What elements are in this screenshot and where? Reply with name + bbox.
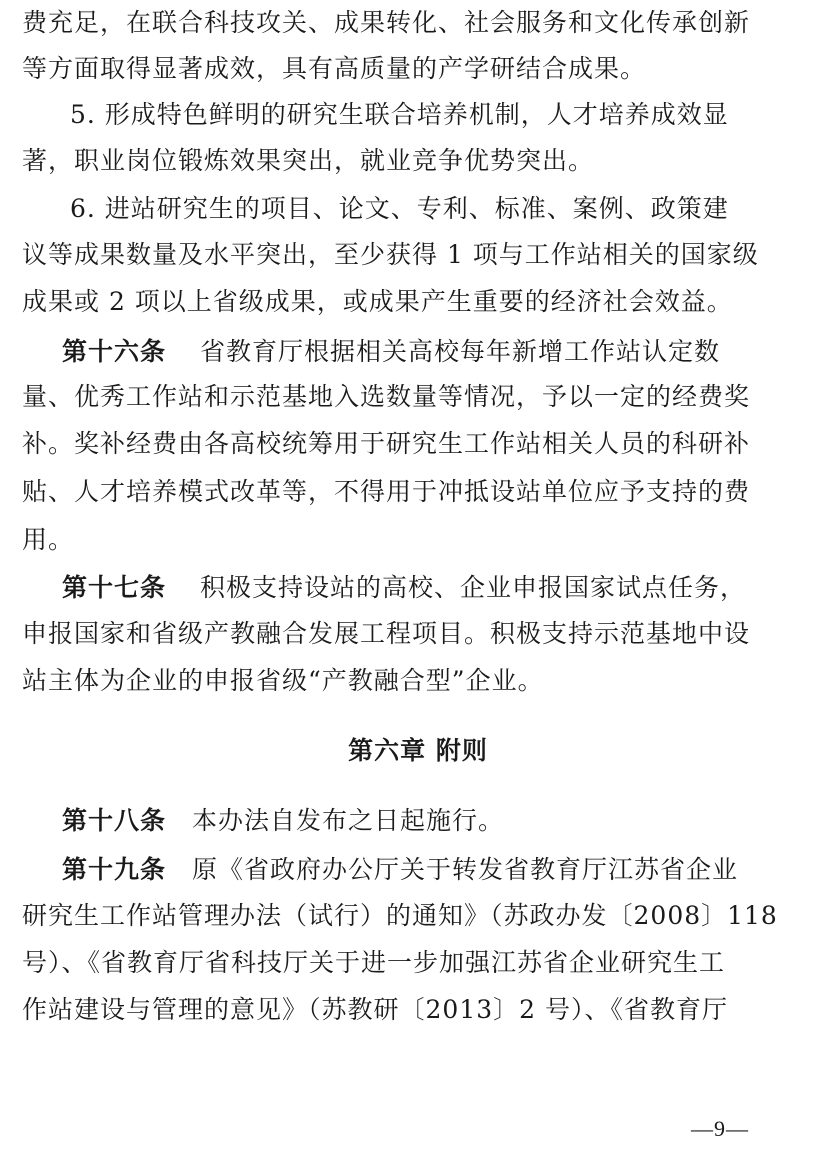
article-text: 申报国家和省级产教融合发展工程项目。积极支持示范基地中设 bbox=[22, 619, 751, 648]
text-line bbox=[0, 658, 836, 704]
paragraph-text: 费充足，在联合科技攻关、成果转化、社会服务和文化传承创新 bbox=[22, 8, 751, 37]
text-line bbox=[0, 847, 836, 893]
list-item-text: 议等成果数量及水平突出，至少获得 1 项与工作站相关的国家级 bbox=[22, 240, 759, 269]
text-line bbox=[0, 940, 836, 986]
article-text: 用。 bbox=[22, 525, 75, 554]
article-text: 量、优秀工作站和示范基地入选数量等情况，予以一定的经费奖 bbox=[22, 382, 751, 411]
text-line bbox=[0, 798, 836, 844]
text-line bbox=[0, 565, 836, 611]
article-label: 第十八条 bbox=[62, 806, 167, 835]
text-line bbox=[0, 469, 836, 515]
article-text: 本办法自发布之日起施行。 bbox=[192, 806, 505, 835]
text-line bbox=[0, 0, 836, 46]
text-line bbox=[0, 279, 836, 325]
text-line bbox=[0, 611, 836, 657]
article-label: 第十九条 bbox=[62, 855, 167, 884]
text-line bbox=[0, 517, 836, 563]
text-line bbox=[0, 92, 836, 138]
paragraph-text: 等方面取得显著成效，具有高质量的产学研结合成果。 bbox=[22, 54, 647, 83]
article-text: 原《省政府办公厅关于转发省教育厅江苏省企业 bbox=[192, 855, 739, 884]
text-line bbox=[0, 232, 836, 278]
article-text: 贴、人才培养模式改革等，不得用于冲抵设站单位应予支持的费 bbox=[22, 477, 751, 506]
article-text: 号）、《省教育厅省科技厅关于进一步加强江苏省企业研究生工 bbox=[22, 948, 726, 977]
text-line bbox=[0, 138, 836, 184]
page-number: —9— bbox=[691, 1116, 749, 1141]
text-line bbox=[0, 46, 836, 92]
list-item-text: 5. 形成特色鲜明的研究生联合培养机制，人才培养成效显 bbox=[70, 100, 729, 129]
text-line bbox=[0, 987, 836, 1033]
article-label: 第十六条 bbox=[62, 337, 167, 366]
text-line bbox=[0, 374, 836, 420]
article-text: 研究生工作站管理办法（试行）的通知》（苏政办发〔2008〕118 bbox=[22, 901, 778, 930]
text-line bbox=[0, 893, 836, 939]
article-text: 作站建设与管理的意见》（苏教研〔2013〕2 号）、《省教育厅 bbox=[22, 995, 728, 1024]
list-item-text: 成果或 2 项以上省级成果，或成果产生重要的经济社会效益。 bbox=[22, 287, 733, 316]
list-item-text: 6. 进站研究生的项目、论文、专利、标准、案例、政策建 bbox=[70, 194, 729, 223]
text-line bbox=[0, 421, 836, 467]
text-line bbox=[0, 186, 836, 232]
article-text: 站主体为企业的申报省级“产教融合型”企业。 bbox=[22, 666, 544, 695]
chapter-heading: 第六章 附则 bbox=[348, 736, 488, 765]
article-text: 省教育厅根据相关高校每年新增工作站认定数 bbox=[200, 337, 721, 366]
text-line bbox=[0, 329, 836, 375]
article-label: 第十七条 bbox=[62, 573, 167, 602]
list-item-text: 著，职业岗位锻炼效果突出，就业竞争优势突出。 bbox=[22, 146, 595, 175]
article-text: 积极支持设站的高校、企业申报国家试点任务， bbox=[200, 573, 747, 602]
article-text: 补。奖补经费由各高校统筹用于研究生工作站相关人员的科研补 bbox=[22, 429, 751, 458]
